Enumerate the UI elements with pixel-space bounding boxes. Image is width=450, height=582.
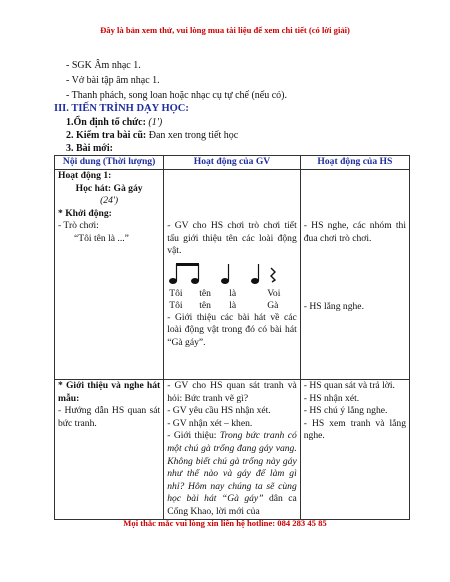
header-content-label: Nội dung (Thời lượng): [62, 156, 156, 167]
activity-title: * Giới thiệu và nghe hát mẫu:: [58, 380, 161, 404]
student-activity: - HS lắng nghe.: [303, 301, 364, 313]
rhythm-notation: [167, 264, 297, 286]
table-row: [55, 170, 410, 380]
section-title: III. TIẾN TRÌNH DẠY HỌC:: [54, 103, 189, 114]
step-1-value: (1'): [145, 117, 163, 128]
intro-italic: Trong bức tranh có một chú gà trống đang gáy vang. Không biết chú gà trống này gáy như thế nào và gáy để làm gì nhỉ? Hôm nay chúng ta sẽ cùng học bài hát “Gà gáy”: [167, 430, 297, 505]
rhythm-words-1: [169, 288, 297, 300]
material-item: - SGK Âm nhạc 1.: [66, 60, 141, 71]
rhythm-word: Voi: [267, 287, 281, 299]
teacher-activity: - GV cho HS quan sát tranh và hỏi: Bức tranh vẽ gì?: [167, 380, 297, 404]
step-1: [66, 117, 162, 129]
game-name: “Tôi tên là ...”: [74, 232, 129, 244]
rhythm-word: tên: [199, 287, 211, 299]
activity-song: Học hát: Gà gáy: [75, 182, 143, 194]
rhythm-word: Tôi: [169, 287, 183, 299]
game-label: - Trò chơi:: [58, 220, 99, 232]
rhythm-word: tên: [199, 299, 211, 311]
row2-teacher-cell: [164, 380, 301, 520]
table-row: [55, 380, 410, 520]
header-student: Hoạt động của HS: [300, 156, 409, 170]
row1-student-cell: [300, 170, 409, 380]
student-activity: - HS nghe, các nhóm thi đua chơi trò chơi.: [303, 220, 406, 244]
rhythm-word: Tôi: [169, 299, 183, 311]
header-content: [55, 156, 164, 170]
material-item: - Thanh phách, song loan hoặc nhạc cụ tự chế (nếu có).: [66, 90, 287, 101]
step-3-label: 3. Bài mới:: [66, 143, 113, 154]
step-1-label: 1.Ổn định tổ chức:: [66, 117, 146, 128]
student-activity: - HS xem tranh và lắng nghe.: [303, 417, 406, 442]
student-activity: - HS chú ý lắng nghe.: [303, 405, 388, 417]
rhythm-notes-icon: [167, 262, 287, 286]
activity-duration: (24'): [100, 195, 119, 207]
activity-title: Hoạt động 1:: [58, 170, 112, 181]
rhythm-word: Gà: [267, 299, 279, 311]
lesson-plan-table: [54, 155, 410, 520]
hotline-banner: Mọi thắc mắc vui lòng xin liên hệ hotline: 084 283 45 85: [123, 518, 327, 528]
teacher-activity: - GV cho HS chơi trò chơi tiết tấu giới thiệu tên các loài động vật.: [167, 220, 297, 257]
teacher-activity: - GV nhận xét – khen.: [167, 417, 253, 429]
row2-student-cell: [300, 380, 409, 520]
teacher-intro: [167, 430, 297, 518]
header-teacher: Hoạt động của GV: [164, 156, 301, 170]
content-item: - Hướng dẫn HS quan sát bức tranh.: [58, 405, 161, 429]
intro-lead: - Giới thiệu:: [167, 430, 220, 442]
rhythm-words-2: [169, 300, 297, 312]
intro-tail: dân ca Cống Khao, lời mới của: [167, 493, 297, 517]
student-activity: - HS quan sát và trả lời.: [303, 380, 395, 391]
row2-content-cell: [55, 380, 164, 520]
step-2: [66, 130, 238, 142]
row1-content-cell: [55, 170, 164, 380]
student-activity: - HS nhận xét.: [303, 392, 360, 404]
table-header-row: [55, 156, 410, 170]
material-item: - Vở bài tập âm nhạc 1.: [66, 75, 160, 86]
step-2-label: 2. Kiểm tra bài cũ:: [66, 130, 147, 141]
teacher-activity: - GV yêu cầu HS nhận xét.: [167, 405, 271, 417]
preview-banner: Đây là bản xem thử, vui lòng mua tài liệu để xem chi tiết (có lời giải): [100, 25, 350, 35]
step-2-value: Đan xen trong tiết học: [146, 130, 239, 141]
row1-teacher-cell: [164, 170, 301, 380]
warmup-label: * Khởi động:: [58, 207, 112, 219]
teacher-activity: - Giới thiệu các bài hát về các loài động vật trong đó có bài hát “Gà gáy”.: [167, 311, 297, 348]
rhythm-word: là: [229, 299, 237, 311]
rhythm-word: là: [229, 287, 237, 299]
